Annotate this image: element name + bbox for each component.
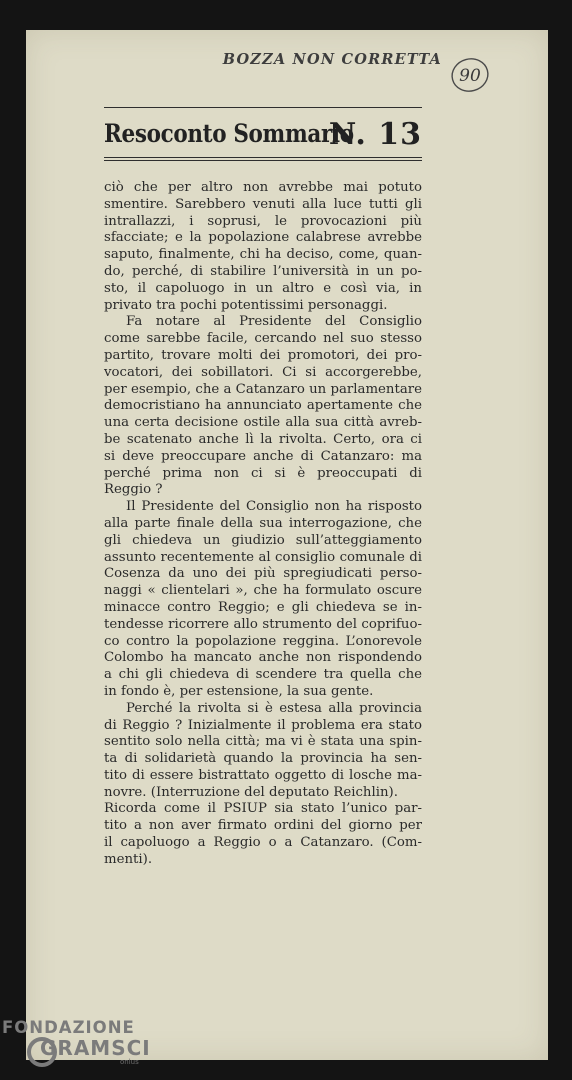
text-line: saputo, finalmente, chi ha deciso, come, quan-: [104, 247, 422, 263]
document-title: Resoconto Sommario: [104, 119, 354, 148]
watermark-line2: GRAMSCI: [40, 1036, 151, 1060]
watermark-suffix: onlus: [120, 1058, 139, 1066]
text-line: Ricorda come il PSIUP sia stato l’unico par-: [104, 801, 422, 817]
text-line: assunto recentemente al consiglio comunale di: [104, 549, 422, 565]
text-line: Colombo ha mancato anche non rispondendo: [104, 650, 422, 666]
text-line: intrallazzi, i soprusi, le provocazioni più: [104, 213, 422, 229]
watermark-line1: FONDAZIONE: [2, 1018, 135, 1037]
title-bottom-rule: [104, 157, 422, 158]
text-line: una certa decisione ostile alla sua città avreb-: [104, 415, 422, 431]
watermark-logo: [2, 1018, 172, 1078]
text-line: vocatori, dei sobillatori. Ci si accorgerebbe,: [104, 364, 422, 380]
text-line: si deve preoccupare anche di Catanzaro: ma: [104, 448, 422, 464]
text-line: il capoluogo a Reggio o a Catanzaro. (Com-: [104, 835, 422, 851]
archive-number-stamp: [450, 55, 490, 95]
text-line: tito a non aver firmato ordini del giorno per: [104, 818, 422, 834]
draft-label: BOZZA NON CORRETTA: [222, 51, 442, 68]
text-line: Reggio ?: [104, 482, 163, 498]
text-line: tendesse ricorrere allo strumento del coprifuo-: [104, 616, 422, 632]
text-line: sto, il capoluogo in un altro e così via, in: [104, 280, 422, 296]
text-line: menti).: [104, 851, 153, 867]
text-line: do, perché, di stabilire l’università in un po-: [104, 263, 422, 279]
text-line: minacce contro Reggio; e gli chiedeva se in-: [104, 599, 422, 615]
text-line: Perché la rivolta si è estesa alla provincia: [126, 700, 422, 716]
text-line: naggi « clientelari », che ha formulato oscure: [104, 583, 422, 599]
text-line: ta di solidarietà quando la provincia ha sen-: [104, 751, 422, 767]
text-line: per esempio, che a Catanzaro un parlamentare: [104, 381, 422, 397]
text-line: Fa notare al Presidente del Consiglio: [126, 314, 422, 330]
text-line: Il Presidente del Consiglio non ha risposto: [126, 499, 422, 515]
title-bottom-rule-double: [104, 160, 422, 161]
text-line: privato tra pochi potentissimi personaggi.: [104, 297, 388, 313]
text-line: sentito solo nella città; ma vi è stata una spin-: [104, 734, 422, 750]
text-line: di Reggio ? Inizialmente il problema era stato: [104, 717, 422, 733]
text-line: perché prima non ci si è preoccupati di: [104, 465, 422, 481]
text-line: smentire. Sarebbero venuti alla luce tutti gli: [104, 196, 422, 212]
title-block: [104, 113, 422, 155]
text-line: sfacciate; e la popolazione calabrese avrebbe: [104, 230, 422, 246]
document-number: N. 13: [328, 117, 422, 152]
text-line: come sarebbe facile, cercando nel suo stesso: [104, 331, 422, 347]
text-line: ciò che per altro non avrebbe mai potuto: [104, 180, 422, 195]
text-line: in fondo è, per estensione, la sua gente.: [104, 683, 374, 699]
archive-number-text: 90: [459, 66, 481, 86]
text-line: co contro la popolazione reggina. L’onorevole: [104, 633, 422, 649]
text-line: gli chiedeva un giudizio sull’atteggiamento: [104, 532, 422, 548]
text-line: a chi gli chiedeva di scendere tra quella che: [104, 667, 422, 683]
text-line: alla parte finale della sua interrogazione, che: [104, 515, 422, 531]
text-line: tito di essere bistrattato oggetto di losche ma-: [104, 767, 422, 783]
body-text: [104, 180, 422, 869]
text-line: partito, trovare molti dei promotori, dei pro-: [104, 347, 422, 363]
title-top-rule: [104, 107, 422, 108]
text-line: be scatenato anche lì la rivolta. Certo, ora ci: [104, 431, 422, 447]
text-line: novre. (Interruzione del deputato Reichlin).: [104, 784, 398, 800]
text-line: democristiano ha annunciato apertamente che: [104, 398, 422, 414]
text-line: Cosenza da uno dei più spregiudicati perso-: [104, 566, 422, 582]
